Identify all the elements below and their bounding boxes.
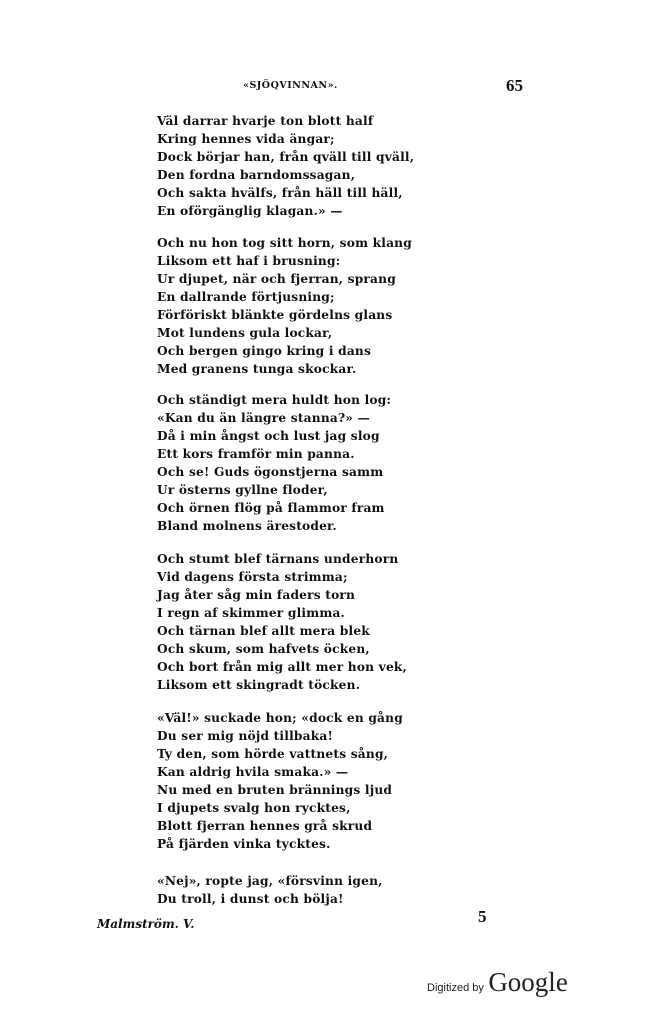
poem-line: Kring hennes vida ängar;	[157, 132, 335, 146]
poem-line: Liksom ett haf i brusning:	[157, 254, 341, 268]
digitized-by-watermark	[427, 967, 568, 998]
signature-mark: 5	[478, 907, 487, 926]
watermark-prefix: Digitized by	[427, 982, 484, 994]
stanza-1	[157, 112, 414, 220]
poem-line: Blott fjerran hennes grå skrud	[157, 819, 373, 833]
poem-line: Ty den, som hörde vattnets sång,	[157, 747, 389, 761]
running-title: «SJÖQVINNAN».	[243, 80, 338, 91]
poem-line: Och skum, som hafvets öcken,	[157, 642, 370, 656]
stanza-5	[157, 709, 403, 853]
poem-line: Du troll, i dunst och bölja!	[157, 892, 344, 906]
poem-line: Och örnen flög på flammor fram	[157, 501, 385, 515]
poem-line: Den fordna barndomssagan,	[157, 168, 356, 182]
poem-line: Bland molnens ärestoder.	[157, 519, 338, 533]
poem-line: Med granens tunga skockar.	[157, 362, 357, 376]
poem-line: Och tärnan blef allt mera blek	[157, 624, 370, 638]
poem-line: Vid dagens första strimma;	[157, 570, 348, 584]
poem-line: Nu med en bruten brännings ljud	[157, 783, 393, 797]
poem-line: «Väl!» suckade hon; «dock en gång	[157, 711, 403, 725]
poem-line: Ett kors framför min panna.	[157, 447, 355, 461]
poem-line: På fjärden vinka tycktes.	[157, 837, 331, 851]
poem-line: Mot lundens gula lockar,	[157, 326, 333, 340]
poem-line: Kan aldrig hvila smaka.» —	[157, 765, 349, 779]
poem-line: Dock börjar han, från qväll till qväll,	[157, 150, 415, 164]
poem-line: «Kan du än längre stanna?» —	[157, 411, 370, 425]
poem-line: Då i min ångst och lust jag slog	[157, 429, 380, 443]
footer-author: Malmström. V.	[97, 917, 195, 931]
poem-line: Och stumt blef tärnans underhorn	[157, 552, 399, 566]
poem-line: Och sakta hvälfs, från häll till häll,	[157, 186, 403, 200]
poem-line: I regn af skimmer glimma.	[157, 606, 345, 620]
stanza-4	[157, 550, 407, 694]
poem-line: Väl darrar hvarje ton blott half	[157, 114, 374, 128]
google-logo: Google	[488, 967, 568, 997]
poem-line: Du ser mig nöjd tillbaka!	[157, 729, 334, 743]
poem-line: En oförgänglig klagan.» —	[157, 204, 343, 218]
poem-line: Och bort från mig allt mer hon vek,	[157, 660, 408, 674]
page-number: 65	[506, 76, 523, 95]
poem-line: Och nu hon tog sitt horn, som klang	[157, 236, 412, 250]
poem-line: I djupets svalg hon rycktes,	[157, 801, 351, 815]
poem-line: Ur djupet, när och fjerran, sprang	[157, 272, 396, 286]
stanza-2	[157, 234, 412, 378]
stanza-6	[157, 872, 383, 908]
poem-line: Och se! Guds ögonstjerna samm	[157, 465, 384, 479]
poem-line: Och ständigt mera huldt hon log:	[157, 393, 392, 407]
poem-line: En dallrande förtjusning;	[157, 290, 335, 304]
poem-line: Och bergen gingo kring i dans	[157, 344, 372, 358]
poem-line: Liksom ett skingradt töcken.	[157, 678, 361, 692]
poem-line: Förföriskt blänkte gördelns glans	[157, 308, 393, 322]
poem-line: Jag åter såg min faders torn	[157, 588, 356, 602]
poem-line: «Nej», ropte jag, «försvinn igen,	[157, 874, 383, 888]
poem-line: Ur österns gyllne floder,	[157, 483, 328, 497]
stanza-3	[157, 391, 391, 535]
